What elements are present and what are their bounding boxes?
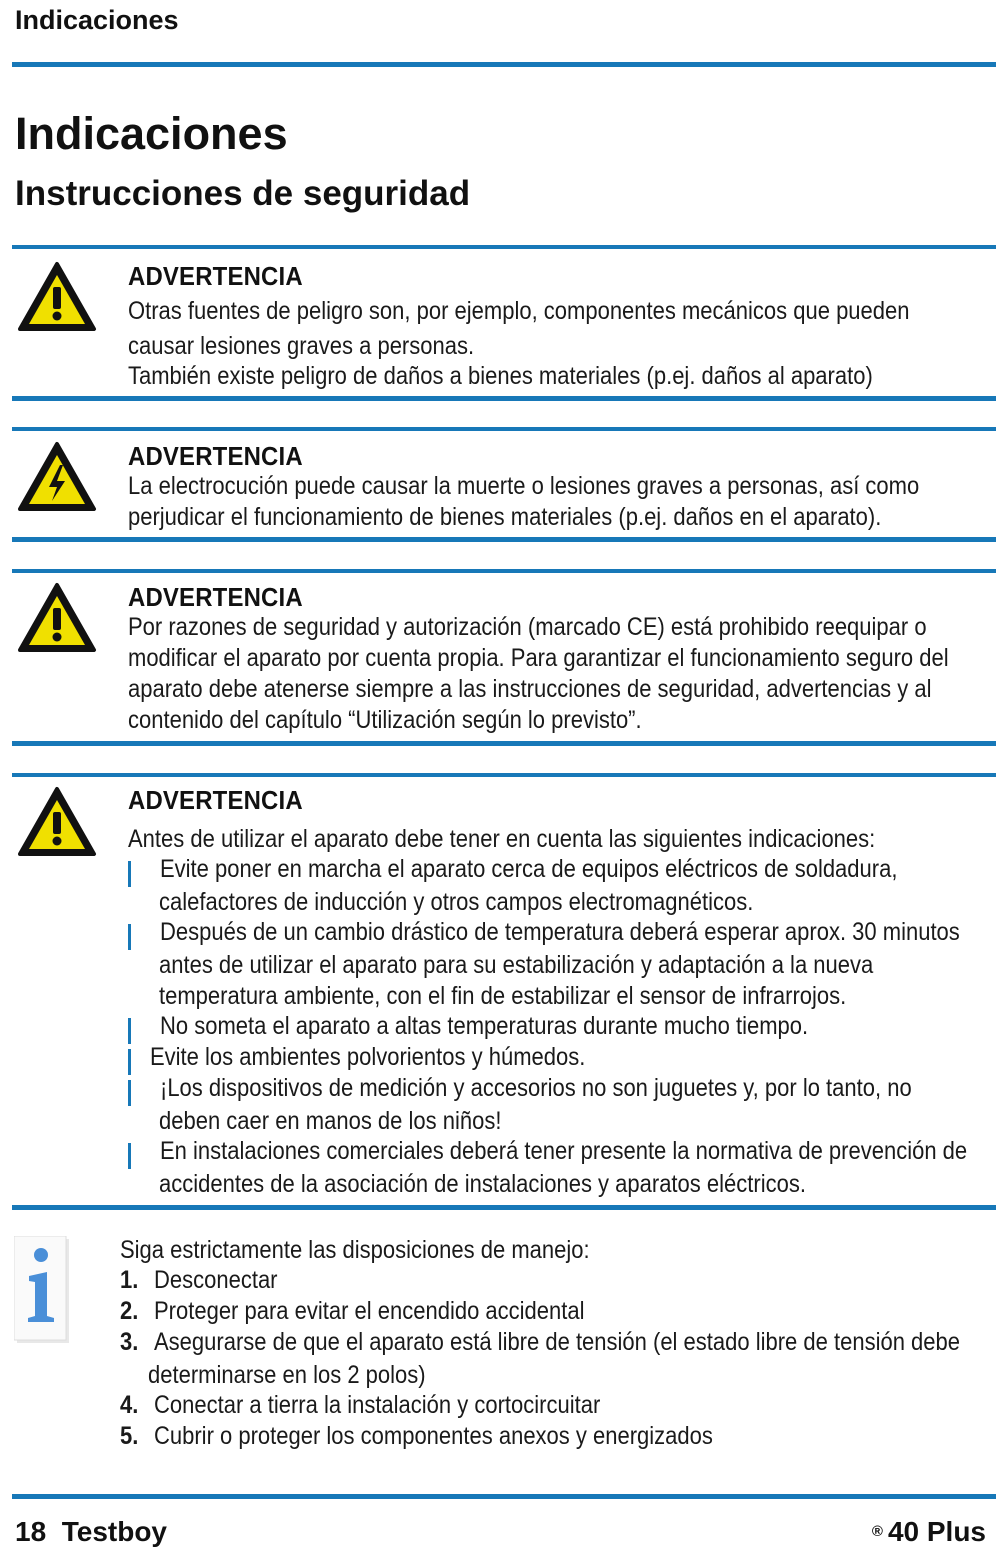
bullet-bar bbox=[128, 1049, 131, 1075]
step-text: Proteger para evitar el encendido accidental bbox=[154, 1297, 585, 1325]
warning-top-divider bbox=[12, 773, 996, 777]
warning-text-line: Otras fuentes de peligro son, por ejemplo, componentes mecánicos que pueden bbox=[128, 297, 910, 325]
page-heading: Indicaciones bbox=[15, 108, 288, 159]
warning-text-line: perjudicar el funcionamiento de bienes materiales (p.ej. daños en el aparato). bbox=[128, 503, 882, 531]
footer-right bbox=[872, 1516, 986, 1548]
list-item-text: Evite poner en marcha el aparato cerca de equipos eléctricos de soldadura, bbox=[160, 855, 898, 883]
bullet-bar bbox=[128, 924, 131, 950]
step-text: determinarse en los 2 polos) bbox=[148, 1361, 426, 1389]
bullet-bar bbox=[128, 1018, 131, 1044]
warning-text-line: Por razones de seguridad y autorización (marcado CE) está prohibido reequipar o bbox=[128, 613, 927, 641]
footer-left bbox=[15, 1516, 167, 1548]
warning-text-line: La electrocución puede causar la muerte o lesiones graves a personas, así como bbox=[128, 472, 920, 500]
header-divider bbox=[12, 62, 996, 67]
warning-text-line: causar lesiones graves a personas. bbox=[128, 332, 475, 360]
list-item-text: Evite los ambientes polvorientos y húmedos. bbox=[150, 1043, 586, 1071]
list-item-text: temperatura ambiente, con el fin de estabilizar el sensor de infrarrojos. bbox=[159, 982, 847, 1010]
warning-top-divider bbox=[12, 569, 996, 573]
warning-block bbox=[128, 439, 988, 532]
page-number: 18 bbox=[15, 1516, 47, 1547]
list-item-text: accidentes de la asociación de instalaciones y aparatos eléctricos. bbox=[159, 1170, 806, 1198]
warning-title: ADVERTENCIA bbox=[128, 441, 303, 471]
model-name: 40 Plus bbox=[887, 1516, 986, 1547]
list-item-text: Después de un cambio drástico de temperatura deberá esperar aprox. 30 minutos bbox=[160, 918, 960, 946]
footer-divider bbox=[12, 1494, 996, 1499]
warning-text-line: aparato debe atenerse siempre a las instrucciones de seguridad, advertencias y al bbox=[128, 675, 932, 703]
step-number: 1. bbox=[120, 1266, 139, 1294]
warning-exclamation-icon bbox=[17, 582, 97, 654]
warning-block bbox=[128, 259, 988, 391]
list-item-text: ¡Los dispositivos de medición y accesorios no son juguetes y, por lo tanto, no bbox=[160, 1074, 912, 1102]
step-number: 3. bbox=[120, 1328, 139, 1356]
warning-bottom-divider bbox=[12, 396, 996, 401]
brand-name: Testboy bbox=[61, 1516, 167, 1547]
warning-title: ADVERTENCIA bbox=[128, 785, 303, 815]
step-number: 5. bbox=[120, 1422, 139, 1450]
warning-block bbox=[128, 783, 988, 854]
warning-exclamation-icon bbox=[17, 786, 97, 858]
warning-title: ADVERTENCIA bbox=[128, 261, 303, 291]
warning-text-line: modificar el aparato por cuenta propia. Para garantizar el funcionamiento seguro del bbox=[128, 644, 949, 672]
list-item-text: deben caer en manos de los niños! bbox=[159, 1107, 502, 1135]
warning-intro: Antes de utilizar el aparato debe tener en cuenta las siguientes indicaciones: bbox=[128, 825, 876, 853]
running-title: Indicaciones bbox=[15, 5, 179, 35]
warning-top-divider bbox=[12, 245, 996, 249]
step-text: Asegurarse de que el aparato está libre de tensión (el estado libre de tensión debe bbox=[154, 1328, 960, 1356]
bullet-bar bbox=[128, 1080, 131, 1106]
warning-bottom-divider bbox=[12, 741, 996, 746]
info-icon bbox=[14, 1236, 70, 1344]
bullet-bar bbox=[128, 1143, 131, 1169]
warning-title: ADVERTENCIA bbox=[128, 582, 303, 612]
list-item-text: calefactores de inducción y otros campos electromagnéticos. bbox=[159, 888, 754, 916]
step-number: 4. bbox=[120, 1391, 139, 1419]
warning-text-line: contenido del capítulo “Utilización según lo previsto”. bbox=[128, 706, 642, 734]
step-number: 2. bbox=[120, 1297, 139, 1325]
step-text: Conectar a tierra la instalación y cortocircuitar bbox=[154, 1391, 601, 1419]
list-item-text: antes de utilizar el aparato para su estabilización y adaptación a la nueva bbox=[159, 951, 874, 979]
step-text: Desconectar bbox=[154, 1266, 278, 1294]
warning-lightning-icon bbox=[17, 441, 97, 513]
warning-top-divider bbox=[12, 427, 996, 431]
info-intro: Siga estrictamente las disposiciones de manejo: bbox=[120, 1236, 590, 1264]
list-item-text: En instalaciones comerciales deberá tener presente la normativa de prevención de bbox=[160, 1137, 968, 1165]
warning-bottom-divider bbox=[12, 537, 996, 542]
warning-bottom-divider bbox=[12, 1205, 996, 1210]
registered-mark: ® bbox=[871, 1523, 883, 1540]
list-item-text: No someta el aparato a altas temperaturas durante mucho tiempo. bbox=[160, 1012, 809, 1040]
warning-block bbox=[128, 580, 988, 735]
step-text: Cubrir o proteger los componentes anexos y energizados bbox=[154, 1422, 713, 1450]
bullet-bar bbox=[128, 861, 131, 887]
page-subheading: Instrucciones de seguridad bbox=[15, 174, 471, 213]
warning-text-line: También existe peligro de daños a bienes materiales (p.ej. daños al aparato) bbox=[128, 362, 873, 390]
warning-exclamation-icon bbox=[17, 261, 97, 333]
